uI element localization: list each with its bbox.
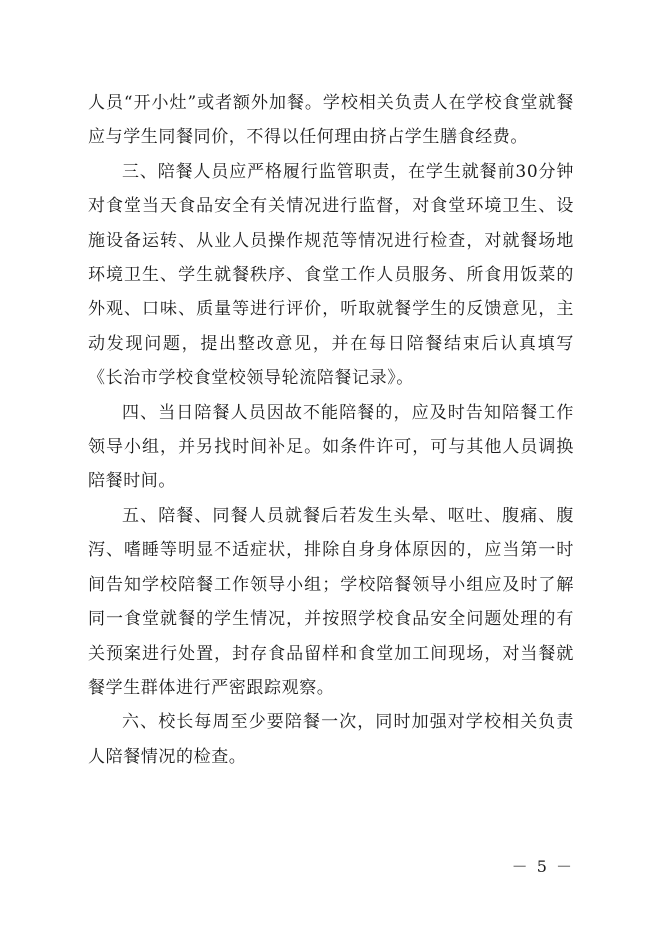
paragraph-item-four: 四、当日陪餐人员因故不能陪餐的，应及时告知陪餐工作领导小组，并另找时间补足。如条件许可，可与其他人员调换陪餐时间。 xyxy=(88,402,574,492)
paragraph-item-three: 三、陪餐人员应严格履行监管职责，在学生就餐前30分钟对食堂当天食品安全有关情况进行监督，对食堂环境卫生、设施设备运转、从业人员操作规范等情况进行检查，对就餐场地环境卫生、学生就餐秩序、食堂工作人员服务、所食用饭菜的外观、口味、质量等进行评价，听取就餐学生的反馈意见，主动发现问题，提出整改意见，并在每日陪餐结束后认真填写《长治市学校食堂校领导轮流陪餐记录》。 xyxy=(88,161,574,389)
page-number: － 5 － xyxy=(511,857,574,876)
paragraph-item-six: 六、校长每周至少要陪餐一次，同时加强对学校相关负责人陪餐情况的检查。 xyxy=(88,712,574,767)
document-body xyxy=(88,86,574,774)
paragraph-continued: 人员“开小灶”或者额外加餐。学校相关负责人在学校食堂就餐应与学生同餐同价，不得以任何理由挤占学生膳食经费。 xyxy=(88,93,574,148)
paragraph-item-five: 五、陪餐、同餐人员就餐后若发生头晕、呕吐、腹痛、腹泻、嗜睡等明显不适症状，排除自身身体原因的，应当第一时间告知学校陪餐工作领导小组；学校陪餐领导小组应及时了解同一食堂就餐的学生情况，并按照学校食品安全问题处理的有关预案进行处置，封存食品留样和食堂加工间现场，对当餐就餐学生群体进行严密跟踪观察。 xyxy=(88,505,574,698)
